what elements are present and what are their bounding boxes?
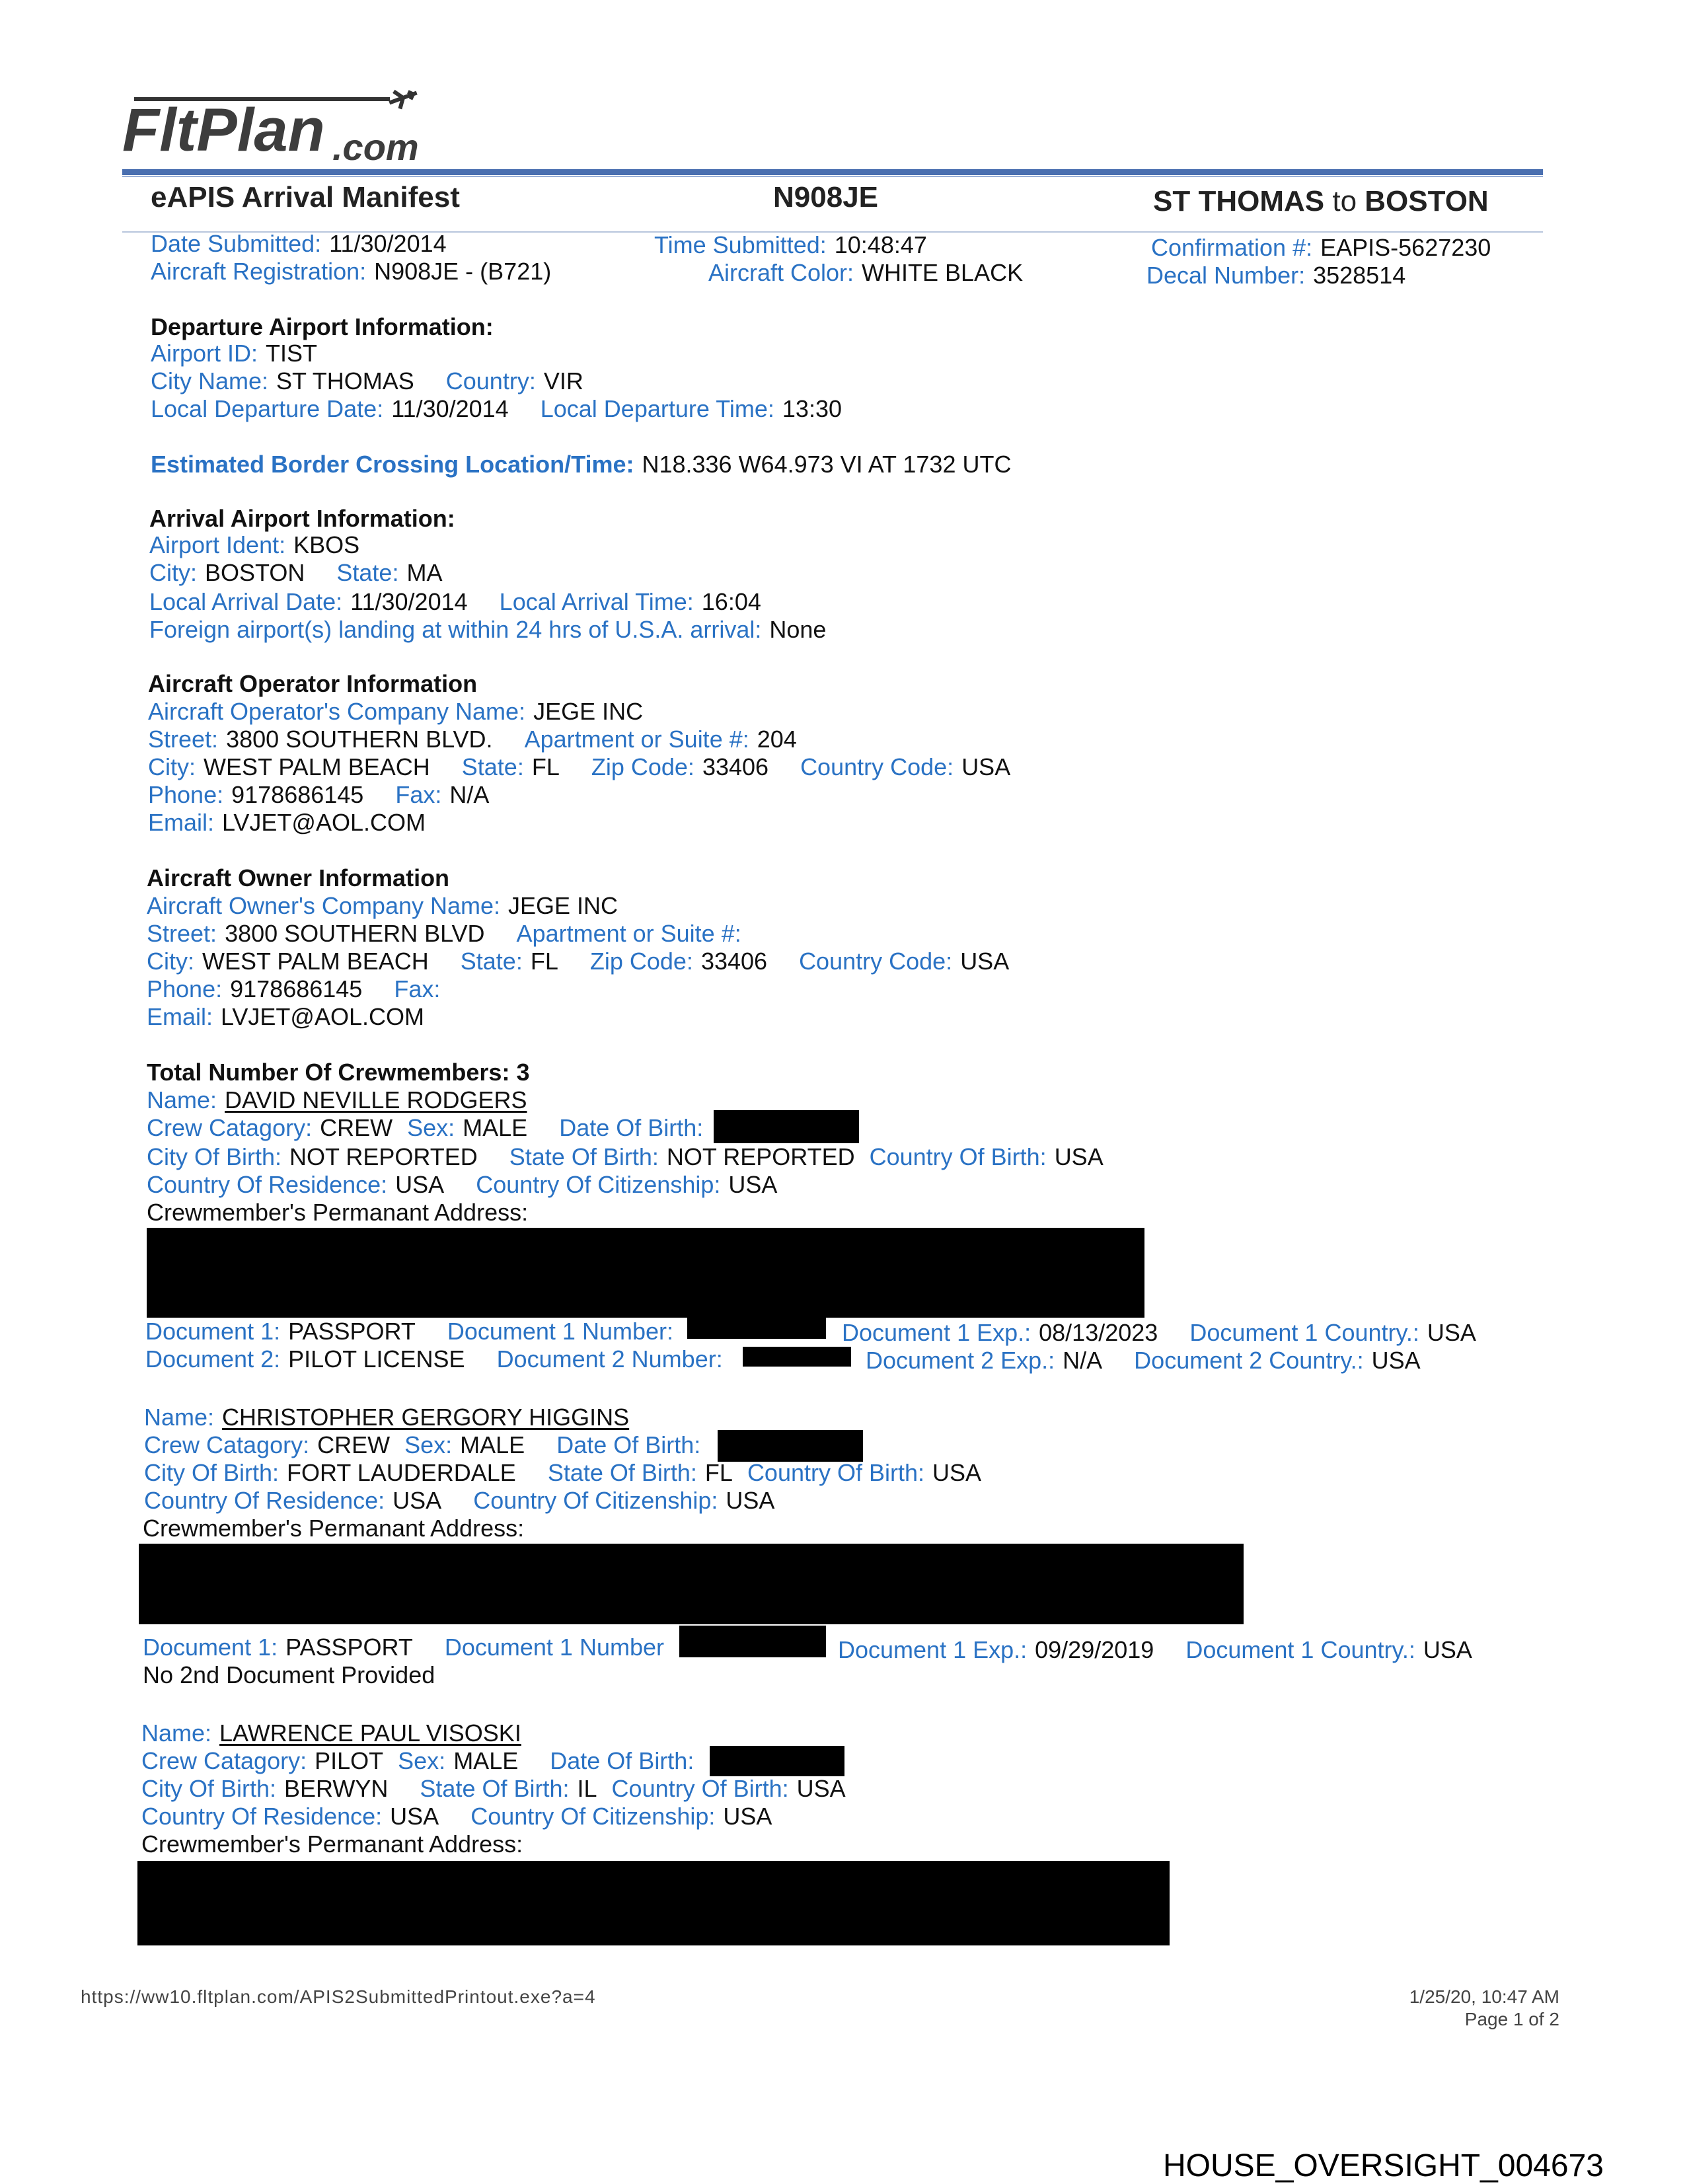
crew-3-name-value: LAWRENCE PAUL VISOSKI (219, 1719, 521, 1747)
crew-1-doc1-country-label: Document 1 Country.: (1189, 1319, 1419, 1346)
crew-1-doc1-country-value: USA (1427, 1319, 1476, 1346)
crew-1-citizenship-value: USA (728, 1171, 778, 1198)
owner-city-label: City: (147, 948, 194, 975)
crew-3-sex-value: MALE (453, 1747, 519, 1774)
operator-state-label: State: (461, 753, 524, 780)
crew-1-sex-value: MALE (463, 1114, 528, 1141)
departure-date-label: Local Departure Date: (151, 395, 384, 422)
crew-1-citizenship-label: Country Of Citizenship: (476, 1171, 721, 1198)
crew-1-state-birth-value: NOT REPORTED (666, 1143, 855, 1170)
crew-2-residence-row (144, 1487, 782, 1515)
arrival-ident-row (149, 531, 367, 559)
crew-1-doc1-row (145, 1318, 681, 1345)
owner-email-row (147, 1003, 432, 1031)
owner-city-row (147, 948, 1017, 975)
operator-phone-row (148, 781, 497, 809)
crew-1-doc2-value: PILOT LICENSE (288, 1345, 465, 1373)
departure-date-row (151, 395, 850, 423)
crew-2-doc1-number-redaction (679, 1626, 826, 1657)
departure-heading: Departure Airport Information: (151, 313, 494, 340)
departure-city-label: City Name: (151, 367, 269, 395)
crew-3-country-birth-value: USA (796, 1775, 846, 1802)
border-crossing-row (151, 451, 1019, 478)
crew-2-name-value: CHRISTOPHER GERGORY HIGGINS (222, 1404, 630, 1431)
owner-company-label: Aircraft Owner's Company Name: (147, 892, 501, 919)
border-crossing-value: N18.336 W64.973 VI AT 1732 UTC (642, 451, 1012, 478)
crew-2-doc1-number-label: Document 1 Number (444, 1634, 664, 1661)
operator-country-code-value: USA (961, 753, 1011, 780)
crew-1-address-label: Crewmember's Permanant Address: (147, 1199, 529, 1226)
crew-2-dob-redaction (718, 1430, 863, 1462)
crew-1-residence-label: Country Of Residence: (147, 1171, 388, 1198)
footer-page-number: Page 1 of 2 (1464, 2009, 1559, 2029)
crew-3-address-label: Crewmember's Permanant Address: (141, 1830, 523, 1858)
crew-1-doc2-exp-label: Document 2 Exp.: (866, 1347, 1055, 1374)
crew-3-category-row (141, 1747, 702, 1775)
crew-3-name-row (141, 1719, 529, 1747)
owner-zip-value: 33406 (700, 948, 768, 975)
route (1153, 185, 1489, 218)
crew-2-address-redaction (139, 1544, 1244, 1624)
owner-street-label: Street: (147, 920, 217, 947)
foreign-airport-value: None (769, 616, 827, 643)
confirmation-label: Confirmation #: (1151, 234, 1313, 261)
arrival-date-value: 11/30/2014 (350, 588, 468, 615)
time-submitted-row (654, 231, 935, 259)
operator-street-label: Street: (148, 726, 219, 753)
arrival-date-label: Local Arrival Date: (149, 588, 343, 615)
owner-company-value: JEGE INC (508, 892, 618, 919)
crew-1-doc1-exp-label: Document 1 Exp.: (842, 1319, 1031, 1346)
crew-2-doc1-exp-label: Document 1 Exp.: (838, 1636, 1028, 1663)
operator-heading: Aircraft Operator Information (148, 670, 478, 697)
operator-city-label: City: (148, 753, 196, 780)
crew-1-doc2-country-label: Document 2 Country.: (1134, 1347, 1364, 1374)
crew-1-doc1-label: Document 1: (145, 1318, 281, 1345)
crew-2-no-doc2: No 2nd Document Provided (143, 1661, 435, 1688)
crew-1-name-value: DAVID NEVILLE RODGERS (225, 1086, 527, 1113)
crew-2-doc1-value: PASSPORT (285, 1634, 413, 1661)
crew-1-doc2-number-redaction (743, 1347, 851, 1367)
crew-2-citizenship-label: Country Of Citizenship: (473, 1487, 718, 1514)
arrival-ident-value: KBOS (293, 531, 360, 558)
arrival-state-value: MA (406, 559, 443, 586)
crew-2-residence-label: Country Of Residence: (144, 1487, 385, 1514)
crew-1-doc1-number-label: Document 1 Number: (447, 1318, 673, 1345)
departure-time-value: 13:30 (782, 395, 842, 422)
crew-1-doc1-exp-value: 08/13/2023 (1039, 1319, 1158, 1346)
aircraft-color-label: Aircraft Color: (708, 259, 854, 286)
bates-number: HOUSE_OVERSIGHT_004673 (1163, 2148, 1604, 2183)
crew-2-state-birth-label: State Of Birth: (547, 1459, 697, 1486)
arrival-heading: Arrival Airport Information: (149, 505, 455, 532)
crew-3-dob-label: Date Of Birth: (550, 1747, 694, 1774)
crew-2-doc1-row (143, 1634, 672, 1661)
crew-1-doc2-country-value: USA (1371, 1347, 1421, 1374)
operator-apt-value: 204 (757, 726, 797, 753)
crew-1-name-label: Name: (147, 1086, 217, 1113)
owner-company-row (147, 892, 626, 920)
owner-street-row (147, 920, 757, 948)
crew-1-doc2-exp-value: N/A (1063, 1347, 1103, 1374)
crew-3-state-birth-label: State Of Birth: (420, 1775, 570, 1802)
operator-phone-value: 9178686145 (231, 781, 364, 808)
departure-airport-row (151, 340, 325, 367)
operator-fax-value: N/A (449, 781, 490, 808)
aircraft-color-value: WHITE BLACK (862, 259, 1024, 286)
arrival-date-row (149, 588, 769, 616)
departure-country-label: Country: (445, 367, 536, 395)
owner-city-value: WEST PALM BEACH (202, 948, 429, 975)
owner-apt-label: Apartment or Suite #: (516, 920, 741, 947)
time-submitted-value: 10:48:47 (834, 231, 927, 258)
operator-zip-value: 33406 (702, 753, 769, 780)
crew-1-doc1-number-redaction (687, 1318, 826, 1339)
foreign-airport-label: Foreign airport(s) landing at within 24 hrs of U.S.A. arrival: (149, 616, 762, 643)
operator-apt-label: Apartment or Suite #: (524, 726, 749, 753)
crew-1-address-redaction (147, 1228, 1144, 1318)
owner-heading: Aircraft Owner Information (147, 864, 450, 891)
crew-1-category-value: CREW (320, 1114, 393, 1141)
owner-fax-label: Fax: (394, 975, 441, 1002)
airplane-icon (387, 84, 420, 111)
departure-airport-value: TIST (266, 340, 318, 367)
crew-1-dob-label: Date Of Birth: (559, 1114, 704, 1141)
decal-row (1146, 262, 1413, 289)
crew-3-name-label: Name: (141, 1719, 212, 1747)
crew-2-category-value: CREW (317, 1431, 391, 1458)
crew-2-citizenship-value: USA (726, 1487, 775, 1514)
logo-wordmark: FltPlan (122, 96, 325, 164)
crew-1-doc1-value: PASSPORT (288, 1318, 416, 1345)
confirmation-value: EAPIS-5627230 (1320, 234, 1491, 261)
crew-1-birth-row (147, 1143, 1111, 1171)
crew-1-state-birth-label: State Of Birth: (509, 1143, 659, 1170)
header-sub-rule (122, 176, 1543, 177)
departure-airport-label: Airport ID: (151, 340, 258, 367)
owner-state-label: State: (460, 948, 523, 975)
date-submitted-value: 11/30/2014 (329, 230, 447, 257)
crew-2-doc1-exp-value: 09/29/2019 (1035, 1636, 1154, 1663)
operator-email-label: Email: (148, 809, 215, 836)
route-to-word: to (1332, 185, 1357, 217)
decal-value: 3528514 (1313, 262, 1406, 289)
owner-street-value: 3800 SOUTHERN BLVD (225, 920, 485, 947)
arrival-city-label: City: (149, 559, 197, 586)
aircraft-color-row (708, 259, 1031, 287)
operator-zip-label: Zip Code: (591, 753, 694, 780)
operator-company-value: JEGE INC (533, 698, 644, 725)
arrival-ident-label: Airport Ident: (149, 531, 286, 558)
owner-email-value: LVJET@AOL.COM (221, 1003, 424, 1030)
crew-3-state-birth-value: IL (577, 1775, 597, 1802)
crew-1-country-birth-label: Country Of Birth: (869, 1143, 1047, 1170)
footer-url: https://ww10.fltplan.com/APIS2SubmittedPrintout.exe?a=4 (81, 1986, 596, 2007)
header-rule (122, 169, 1543, 175)
border-crossing-label: Estimated Border Crossing Location/Time: (151, 451, 634, 478)
logo-suffix: .com (332, 126, 419, 168)
footer-print-date: 1/25/20, 10:47 AM (1409, 1986, 1559, 2007)
crew-2-sex-value: MALE (460, 1431, 525, 1458)
decal-label: Decal Number: (1146, 262, 1306, 289)
operator-street-row (148, 726, 805, 753)
crew-2-city-birth-value: FORT LAUDERDALE (287, 1459, 516, 1486)
operator-city-row (148, 753, 1018, 781)
crew-3-city-birth-value: BERWYN (284, 1775, 389, 1802)
operator-email-row (148, 809, 433, 837)
departure-date-value: 11/30/2014 (391, 395, 509, 422)
registration-value: N908JE - (B721) (374, 258, 552, 285)
fltplan-logo-graphic (122, 79, 439, 172)
crew-1-country-birth-value: USA (1054, 1143, 1104, 1170)
operator-company-row (148, 698, 651, 726)
crew-3-city-birth-label: City Of Birth: (141, 1775, 277, 1802)
arrival-city-value: BOSTON (205, 559, 305, 586)
crew-1-doc2-row (145, 1345, 731, 1373)
route-to: BOSTON (1365, 185, 1489, 217)
departure-city-value: ST THOMAS (276, 367, 414, 395)
owner-phone-value: 9178686145 (230, 975, 363, 1002)
confirmation-row (1151, 234, 1499, 262)
manifest-title: eAPIS Arrival Manifest (151, 181, 460, 213)
owner-country-code-label: Country Code: (799, 948, 953, 975)
crew-3-birth-row (141, 1775, 854, 1803)
crew-2-sex-label: Sex: (404, 1431, 453, 1458)
crew-1-city-birth-label: City Of Birth: (147, 1143, 282, 1170)
crew-2-category-row (144, 1431, 708, 1459)
crew-3-country-birth-label: Country Of Birth: (611, 1775, 789, 1802)
registration-row (151, 258, 559, 285)
crew-3-dob-redaction (710, 1746, 844, 1776)
route-from: ST THOMAS (1153, 185, 1325, 217)
owner-state-value: FL (530, 948, 558, 975)
crew-1-city-birth-value: NOT REPORTED (289, 1143, 478, 1170)
owner-zip-label: Zip Code: (589, 948, 693, 975)
operator-phone-label: Phone: (148, 781, 224, 808)
operator-company-label: Aircraft Operator's Company Name: (148, 698, 526, 725)
crew-2-doc1-country-label: Document 1 Country.: (1185, 1636, 1415, 1663)
crew-1-doc2-number-label: Document 2 Number: (496, 1345, 723, 1373)
crew-3-residence-value: USA (390, 1803, 439, 1830)
crew-2-category-label: Crew Catagory: (144, 1431, 310, 1458)
crew-3-residence-row (141, 1803, 780, 1830)
crew-2-address-label: Crewmember's Permanant Address: (143, 1515, 525, 1542)
crew-1-residence-value: USA (395, 1171, 445, 1198)
operator-country-code-label: Country Code: (800, 753, 954, 780)
crew-3-citizenship-label: Country Of Citizenship: (470, 1803, 716, 1830)
crew-3-category-label: Crew Catagory: (141, 1747, 307, 1774)
arrival-city-row (149, 559, 450, 587)
arrival-time-label: Local Arrival Time: (499, 588, 694, 615)
crew-1-doc2-label: Document 2: (145, 1345, 281, 1373)
crew-2-name-row (144, 1404, 637, 1431)
date-submitted-row (151, 230, 455, 258)
crew-2-state-birth-value: FL (704, 1459, 733, 1486)
crew-1-category-label: Crew Catagory: (147, 1114, 313, 1141)
owner-country-code-value: USA (960, 948, 1010, 975)
registration-label: Aircraft Registration: (151, 258, 367, 285)
departure-city-row (151, 367, 591, 395)
operator-city-value: WEST PALM BEACH (204, 753, 430, 780)
crew-1-residence-row (147, 1171, 785, 1199)
time-submitted-label: Time Submitted: (654, 231, 827, 258)
departure-country-value: VIR (543, 367, 583, 395)
crew-1-doc1-exp-row (842, 1319, 1484, 1347)
crew-2-doc1-label: Document 1: (143, 1634, 278, 1661)
operator-email-value: LVJET@AOL.COM (222, 809, 426, 836)
crew-2-country-birth-value: USA (932, 1459, 982, 1486)
crew-3-category-value: PILOT (315, 1747, 384, 1774)
crew-1-category-row (147, 1114, 711, 1142)
crew-2-birth-row (144, 1459, 989, 1487)
tail-number: N908JE (773, 181, 879, 213)
crew-3-address-redaction (137, 1861, 1170, 1945)
arrival-time-value: 16:04 (701, 588, 761, 615)
crew-3-sex-label: Sex: (398, 1747, 446, 1774)
operator-fax-label: Fax: (395, 781, 442, 808)
crew-2-doc1-country-value: USA (1423, 1636, 1472, 1663)
crew-1-name-row (147, 1086, 535, 1114)
crew-1-sex-label: Sex: (407, 1114, 455, 1141)
fltplan-logo (122, 79, 439, 172)
crew-2-dob-label: Date Of Birth: (556, 1431, 701, 1458)
foreign-airport-row (149, 616, 834, 644)
date-submitted-label: Date Submitted: (151, 230, 322, 257)
crew-1-dob-redaction (714, 1110, 859, 1143)
crew-3-residence-label: Country Of Residence: (141, 1803, 383, 1830)
owner-phone-row (147, 975, 456, 1003)
crew-count-heading: Total Number Of Crewmembers: 3 (147, 1059, 530, 1086)
crew-2-name-label: Name: (144, 1404, 215, 1431)
arrival-state-label: State: (336, 559, 399, 586)
crew-1-doc2-exp-row (866, 1347, 1429, 1374)
operator-state-value: FL (531, 753, 560, 780)
owner-phone-label: Phone: (147, 975, 223, 1002)
owner-email-label: Email: (147, 1003, 213, 1030)
crew-2-city-birth-label: City Of Birth: (144, 1459, 280, 1486)
crew-2-residence-value: USA (393, 1487, 442, 1514)
departure-time-label: Local Departure Time: (540, 395, 774, 422)
operator-street-value: 3800 SOUTHERN BLVD. (226, 726, 493, 753)
crew-2-doc1-exp-row (838, 1636, 1480, 1664)
crew-3-citizenship-value: USA (723, 1803, 772, 1830)
crew-2-country-birth-label: Country Of Birth: (747, 1459, 925, 1486)
